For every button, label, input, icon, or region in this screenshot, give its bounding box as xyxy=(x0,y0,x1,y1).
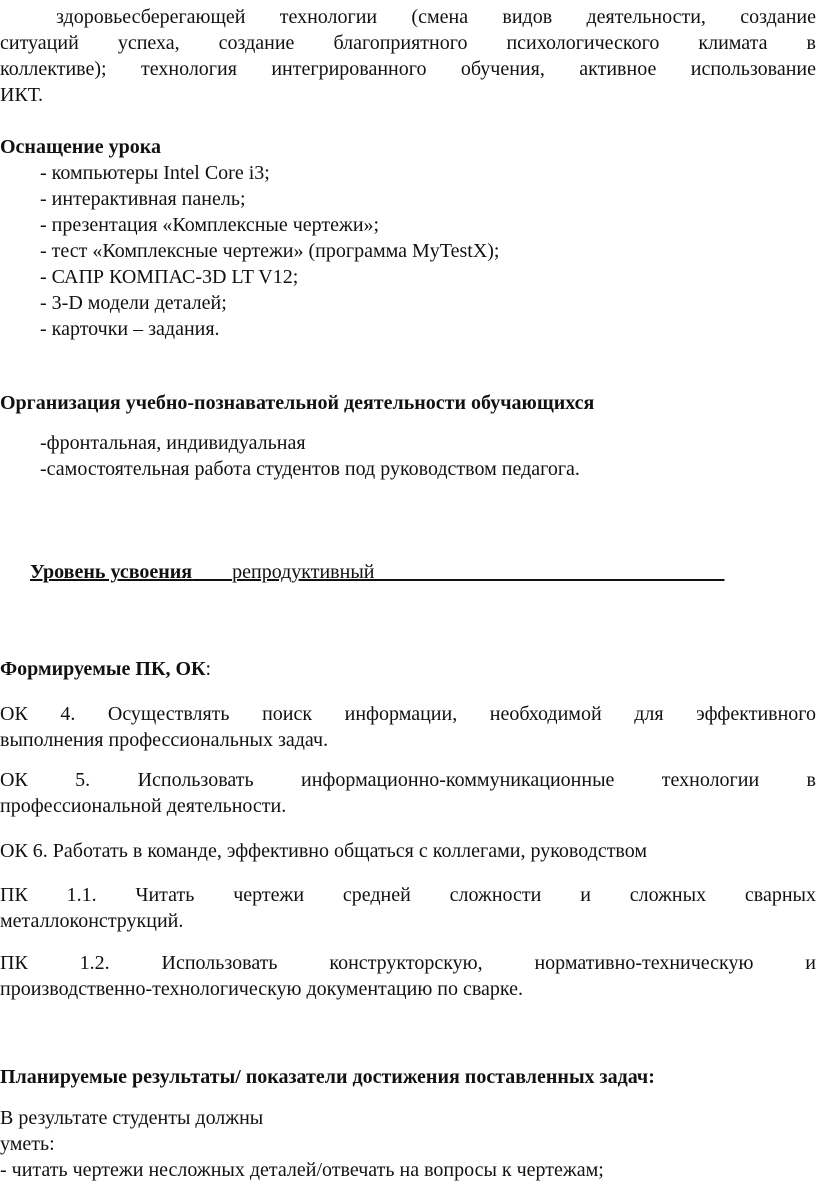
competency-item: ОК 5. Использовать информационно-коммуникационные технологии в профессиональной деятельности. xyxy=(0,769,816,817)
results-text: В результате студенты должны уметь: - читать чертежи несложных деталей/отвечать на вопросы к чертежам; xyxy=(0,1107,604,1181)
intro-line: ситуаций успеха, создание благоприятного психологического климата в xyxy=(0,32,816,54)
list-item: - тест «Комплексные чертежи» (программа MyTestX); xyxy=(40,240,500,262)
level-line xyxy=(0,533,816,611)
list-item: - компьютеры Intel Core i3; xyxy=(40,162,270,184)
equipment-list xyxy=(0,160,816,342)
level-gap xyxy=(374,561,724,583)
organization-section xyxy=(0,390,816,416)
competency-item: ОК 4. Осуществлять поиск информации, необходимой для эффективного выполнения профессиональных задач. xyxy=(0,703,816,751)
list-item: - 3-D модели деталей; xyxy=(40,292,227,314)
competency-item: ПК 1.1. Читать чертежи средней сложности и сложных сварных металлоконструкций. xyxy=(0,884,816,932)
level-label: Уровень усвоения xyxy=(30,561,193,583)
equipment-section xyxy=(0,134,816,342)
section-heading: Формируемые ПК, ОК xyxy=(0,658,206,680)
competencies-heading xyxy=(0,656,816,682)
intro-line: коллективе); технология интегрированного обучения, активное использование xyxy=(0,58,816,80)
competency-item: ОК 6. Работать в команде, эффективно общаться с коллегами, руководством xyxy=(0,840,648,862)
list-item: - презентация «Комплексные чертежи»; xyxy=(40,214,380,236)
heading-colon: : xyxy=(205,658,212,680)
section-heading: Оснащение урока xyxy=(0,136,161,158)
intro-paragraph xyxy=(0,4,816,108)
list-item: -фронтальная, индивидуальная xyxy=(40,432,306,454)
list-item: - карточки – задания. xyxy=(40,318,220,340)
section-heading: Организация учебно-познавательной деятельности обучающихся xyxy=(0,392,595,414)
organization-list xyxy=(0,430,816,482)
list-item: - интерактивная панель; xyxy=(40,188,246,210)
list-item: - САПР КОМПАС-3D LT V12; xyxy=(40,266,299,288)
competency-item: ПК 1.2. Использовать конструкторскую, нормативно-техническую и производственно-технологическую документацию по сварке. xyxy=(0,952,816,1000)
level-value: репродуктивный xyxy=(232,561,375,583)
intro-line: ИКТ. xyxy=(0,84,43,106)
intro-line: здоровьесберегающей технологии (смена видов деятельности, создание xyxy=(56,6,816,28)
results-heading xyxy=(0,1064,816,1090)
list-item: -самостоятельная работа студентов под руководством педагога. xyxy=(40,458,580,480)
level-gap xyxy=(192,561,232,583)
section-heading: Планируемые результаты/ показатели достижения поставленных задач: xyxy=(0,1066,655,1088)
